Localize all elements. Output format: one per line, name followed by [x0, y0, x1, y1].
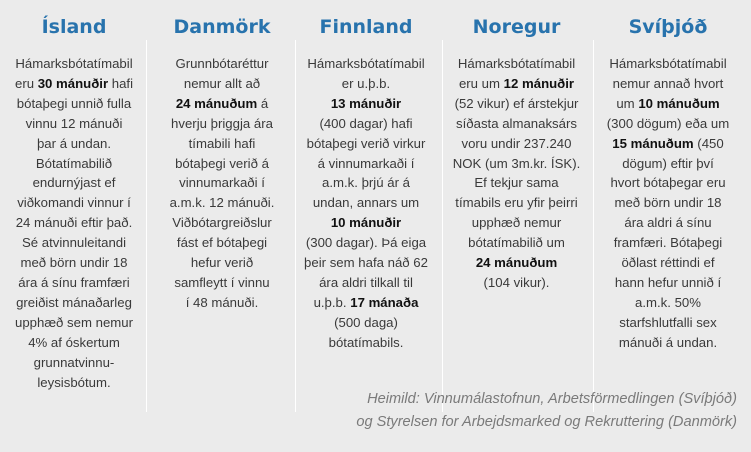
- text-line: [598, 213, 738, 233]
- emphasis-text: 30 mánuðir: [37, 75, 109, 91]
- source-line: Heimild: Vinnumálastofnun, Arbetsförmedlingen (Svíþjóð): [367, 391, 737, 407]
- body-text: Viðbótargreiðslur: [172, 215, 272, 231]
- body-text: bótatímabilið um: [468, 235, 565, 251]
- body-text: vinnumarkaði í: [179, 175, 265, 191]
- text-line: [446, 273, 587, 293]
- column-text: [6, 54, 142, 392]
- text-line: [598, 233, 738, 253]
- column-svithjod: [598, 0, 738, 452]
- text-line: [296, 134, 436, 154]
- text-line: [6, 154, 142, 174]
- text-line: [296, 313, 436, 333]
- text-line: [598, 273, 738, 293]
- text-line: [598, 154, 738, 174]
- body-text: á: [257, 95, 269, 111]
- text-line: [6, 193, 142, 213]
- text-line: [150, 54, 294, 74]
- body-text: endurnýjast ef: [32, 175, 116, 191]
- body-text: öðlast réttindi ef: [621, 255, 715, 271]
- text-line: [296, 233, 436, 253]
- body-text: upphæð nemur: [471, 215, 562, 231]
- body-text: dögum) eftir því: [622, 155, 714, 171]
- text-line: [598, 313, 738, 333]
- body-text: upphæð sem nemur: [14, 314, 134, 330]
- text-line: [446, 173, 587, 193]
- column-heading: Finnland: [319, 16, 413, 38]
- body-text: fást ef bótaþegi: [176, 235, 268, 251]
- text-line: [150, 293, 294, 313]
- text-line: [150, 233, 294, 253]
- text-line: [446, 253, 587, 273]
- body-text: mánuði á undan.: [618, 334, 718, 350]
- emphasis-text: 13 mánuðir: [330, 95, 402, 111]
- text-line: [446, 154, 587, 174]
- text-line: [598, 54, 738, 74]
- text-line: [598, 193, 738, 213]
- text-line: [150, 193, 294, 213]
- text-line: [446, 114, 587, 134]
- text-line: [150, 134, 294, 154]
- text-line: [296, 293, 436, 313]
- text-line: [446, 54, 587, 74]
- text-line: [296, 114, 436, 134]
- column-divider: [442, 40, 443, 412]
- column-noregur: [446, 0, 587, 452]
- body-text: (450: [693, 135, 724, 151]
- body-text: framfæri. Bótaþegi: [613, 235, 723, 251]
- body-text: (500 daga): [334, 314, 398, 330]
- body-text: eru um: [458, 75, 504, 91]
- source-line: og Styrelsen for Arbejdsmarked og Rekruttering (Danmörk): [356, 413, 737, 430]
- body-text: (300 dögum) eða um: [606, 115, 730, 131]
- body-text: ára aldri á sínu: [624, 215, 712, 231]
- body-text: 4% af óskertum: [28, 334, 120, 350]
- body-text: um: [616, 95, 639, 111]
- column-island: [6, 0, 142, 452]
- text-line: [150, 74, 294, 94]
- body-text: með börn undir 18: [20, 255, 128, 271]
- emphasis-text: 10 mánuðum: [638, 95, 720, 111]
- body-text: þar á undan.: [36, 135, 112, 151]
- body-text: hvort bótaþegar eru: [610, 175, 726, 191]
- text-line: [598, 94, 738, 114]
- body-text: Hámarksbótatímabil: [457, 56, 576, 71]
- emphasis-text: 24 mánuðum: [175, 95, 258, 111]
- text-line: [446, 94, 587, 114]
- body-text: er u.þ.b.: [341, 75, 391, 91]
- body-text: á vinnumarkaði í: [317, 155, 415, 171]
- text-line: [446, 74, 587, 94]
- body-text: Hámarksbótatímabil: [15, 56, 133, 71]
- body-text: a.m.k. þrjú ár á: [322, 175, 410, 191]
- body-text: u.þ.b.: [313, 294, 351, 310]
- body-text: síðasta almanaksárs: [456, 115, 577, 131]
- body-text: greiðist mánaðarleg: [16, 294, 132, 310]
- body-text: starfshlutfalli sex: [619, 314, 717, 330]
- text-line: [446, 193, 587, 213]
- text-line: [598, 173, 738, 193]
- body-text: nemur annað hvort: [612, 75, 724, 91]
- text-line: [150, 273, 294, 293]
- column-finnland: [296, 0, 436, 452]
- text-line: [150, 173, 294, 193]
- text-line: [296, 94, 436, 114]
- body-text: bótaþegi unnið fulla: [16, 95, 132, 111]
- column-text: [598, 54, 738, 353]
- emphasis-text: 24 mánuðum: [475, 255, 558, 271]
- body-text: bótaþegi verið virkur: [306, 135, 426, 151]
- text-line: [6, 253, 142, 273]
- body-text: grunnatvinnu-: [33, 354, 115, 370]
- body-text: hverju þriggja ára: [171, 115, 273, 131]
- body-text: eru: [14, 75, 38, 91]
- body-text: voru undir 237.240: [461, 135, 572, 151]
- body-text: Sé atvinnuleitandi: [21, 235, 127, 251]
- body-text: bótatímabils.: [328, 334, 404, 350]
- body-text: ára aldri tilkall til: [319, 274, 413, 290]
- text-line: [6, 134, 142, 154]
- body-text: undan, annars um: [312, 195, 420, 211]
- text-line: [598, 253, 738, 273]
- text-line: [6, 333, 142, 353]
- column-heading: Ísland: [41, 16, 107, 38]
- text-line: [6, 213, 142, 233]
- text-line: [6, 114, 142, 134]
- text-line: [296, 173, 436, 193]
- body-text: a.m.k. 50%: [635, 294, 701, 310]
- text-line: [6, 353, 142, 373]
- text-line: [150, 114, 294, 134]
- body-text: (104 vikur).: [483, 274, 550, 290]
- emphasis-text: 15 mánuðum: [612, 135, 694, 151]
- body-text: Hámarksbótatímabil: [307, 56, 425, 71]
- body-text: hann hefur unnið í: [614, 274, 722, 290]
- body-text: Bótatímabilið: [35, 155, 113, 171]
- body-text: viðkomandi vinnur í: [17, 195, 131, 211]
- column-danmork: [150, 0, 294, 452]
- text-line: [6, 54, 142, 74]
- body-text: ára á sínu framfæri: [18, 274, 130, 290]
- body-text: Grunnbótaréttur: [175, 56, 269, 71]
- body-text: í 48 mánuði.: [185, 294, 259, 310]
- emphasis-text: 12 mánuðir: [503, 75, 575, 91]
- text-line: [598, 333, 738, 353]
- body-text: nemur allt að: [183, 75, 261, 91]
- body-text: tímabili hafi: [188, 135, 256, 151]
- text-line: [296, 213, 436, 233]
- text-line: [598, 293, 738, 313]
- emphasis-text: 17 mánaða: [350, 294, 419, 310]
- column-heading: Noregur: [472, 16, 561, 38]
- column-divider: [593, 40, 594, 412]
- text-line: [6, 293, 142, 313]
- text-line: [446, 134, 587, 154]
- column-heading: Danmörk: [173, 16, 271, 38]
- body-text: vinnu 12 mánuði: [25, 115, 123, 131]
- text-line: [598, 74, 738, 94]
- body-text: 24 mánuði eftir það.: [15, 215, 133, 231]
- text-line: [598, 134, 738, 154]
- body-text: bótaþegi verið á: [175, 155, 269, 171]
- text-line: [150, 253, 294, 273]
- text-line: [296, 154, 436, 174]
- body-text: tímabils eru yfir þeirri: [455, 195, 578, 211]
- column-text: [446, 54, 587, 293]
- text-line: [296, 54, 436, 74]
- body-text: þeir sem hafa náð 62: [304, 255, 428, 271]
- source-note: [307, 388, 737, 433]
- text-line: [150, 154, 294, 174]
- body-text: NOK (um 3m.kr. ÍSK).: [452, 155, 581, 171]
- body-text: (52 vikur) ef árstekjur: [454, 95, 579, 111]
- text-line: [150, 213, 294, 233]
- text-line: [296, 273, 436, 293]
- body-text: Hámarksbótatímabil: [609, 56, 727, 71]
- text-line: [6, 94, 142, 114]
- text-line: [6, 273, 142, 293]
- body-text: leysisbótum.: [37, 374, 111, 390]
- body-text: samfleytt í vinnu: [174, 274, 270, 290]
- text-line: [6, 313, 142, 333]
- body-text: (300 dagar). Þá eiga: [305, 235, 427, 251]
- body-text: a.m.k. 12 mánuði.: [169, 195, 275, 211]
- text-line: [296, 193, 436, 213]
- column-divider: [146, 40, 147, 412]
- text-line: [6, 233, 142, 253]
- text-line: [296, 74, 436, 94]
- text-line: [6, 173, 142, 193]
- body-text: hefur verið: [190, 255, 254, 271]
- text-line: [598, 114, 738, 134]
- body-text: hafi: [108, 75, 134, 91]
- body-text: (400 dagar) hafi: [319, 115, 413, 131]
- column-heading: Svíþjóð: [628, 16, 708, 38]
- text-line: [446, 213, 587, 233]
- text-line: [296, 333, 436, 353]
- text-line: [296, 253, 436, 273]
- text-line: [6, 74, 142, 94]
- body-text: Ef tekjur sama: [474, 175, 559, 191]
- emphasis-text: 10 mánuðir: [330, 215, 402, 231]
- text-line: [446, 233, 587, 253]
- column-text: [150, 54, 294, 313]
- body-text: með börn undir 18: [614, 195, 722, 211]
- text-line: [150, 94, 294, 114]
- column-text: [296, 54, 436, 353]
- text-line: [6, 373, 142, 393]
